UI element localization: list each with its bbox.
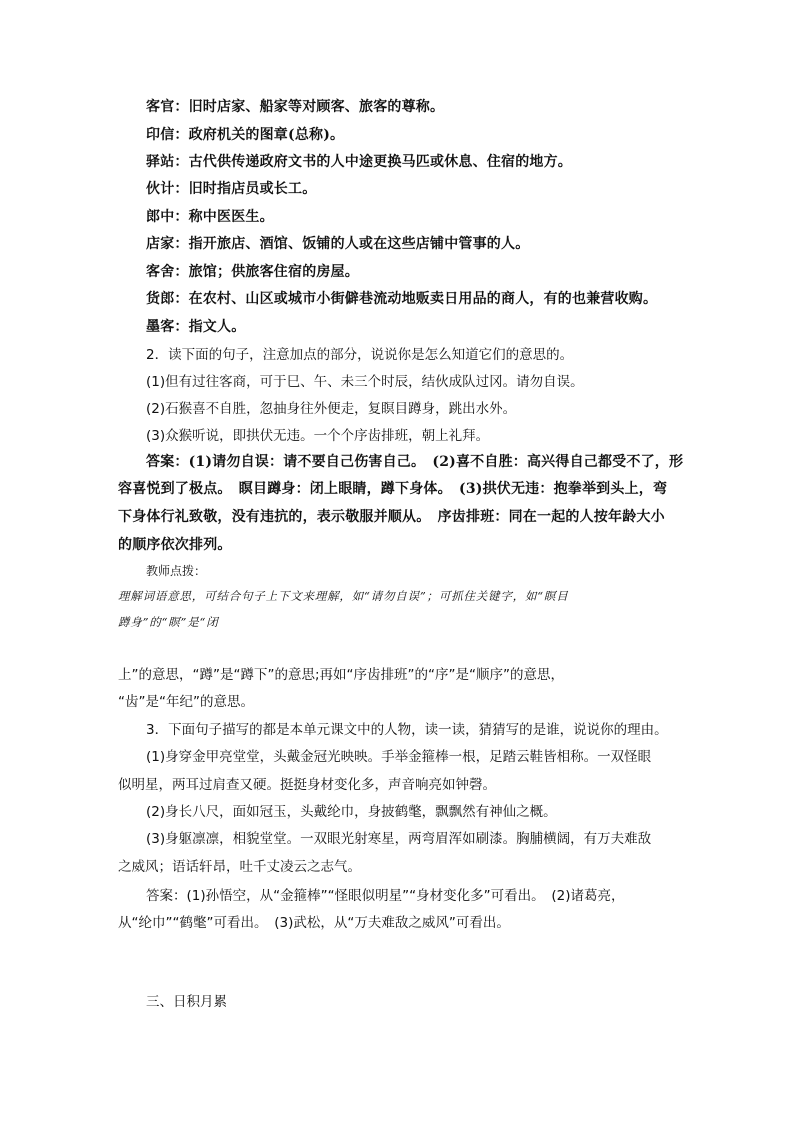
glossary-item: 客舍：旅馆；供旅客住宿的房屋。 — [146, 264, 359, 280]
teacher-tip-label: 教师点拨： — [146, 564, 207, 578]
glossary-item: 客官：旧时店家、船家等对顾客、旅客的尊称。 — [146, 99, 445, 115]
glossary-item: 伙计：旧时指店员或长工。 — [146, 181, 317, 197]
teacher-tip-line: 理解词语意思，可结合句子上下文来理解，如“请勿自误”；可抓住关键字，如“瞑目 — [118, 589, 569, 603]
teacher-tip-line: 蹲身”的“瞑”是“闭 — [118, 615, 219, 629]
glossary-item: 驿站：古代供传递政府文书的人中途更换马匹或休息、住宿的地方。 — [146, 154, 572, 170]
question-3-title: 3．下面句子描写的都是本单元课文中的人物，读一读，猜猜写的是谁，说说你的理由。 — [146, 722, 668, 738]
question-3-line: (3)身躯凛凛，相貌堂堂。一双眼光射寒星，两弯眉浑如刷漆。胸脯横阔，有万夫难敌 — [146, 831, 652, 847]
question-3-answer-line: 答案：(1)孙悟空，从“金箍棒”“怪眼似明星”“身材变化多”可看出。 (2)诸葛亮， — [146, 888, 625, 904]
question-2-sentence: (3)众猴听说，即拱伏无违。一个个序齿排班，朝上礼拜。 — [146, 428, 490, 444]
question-2-title: 2．读下面的句子，注意加点的部分，说说你是怎么知道它们的意思的。 — [146, 347, 574, 363]
glossary-item: 店家：指开旅店、酒馆、饭铺的人或在这些店铺中管事的人。 — [146, 236, 530, 252]
question-2-sentence: (2)石猴喜不自胜，忽抽身往外便走，复瞑目蹲身，跳出水外。 — [146, 401, 517, 417]
glossary-item: 郎中：称中医医生。 — [146, 209, 274, 225]
section-heading: 三、日积月累 — [146, 994, 227, 1010]
question-2-answer-line: 答案：(1)请勿自误：请不要自己伤害自己。 (2)喜不自胜：高兴得自己都受不了，形 — [146, 454, 684, 470]
question-2-answer-line: 下身体行礼致敬，没有违抗的，表示敬服并顺从。 序齿排班：同在一起的人按年龄大小 — [118, 509, 665, 525]
question-3-line: 似明星，两耳过肩查又硬。挺挺身材变化多，声音响亮如钟磬。 — [118, 777, 496, 793]
glossary-item: 墨客：指文人。 — [146, 319, 246, 335]
question-3-line: 之威风；语话轩昂，吐千丈凌云之志气。 — [118, 859, 361, 875]
question-2-sentence: (1)但有过往客商，可于巳、午、未三个时辰，结伙成队过冈。请勿自误。 — [146, 374, 584, 390]
glossary-item: 印信：政府机关的图章(总称)。 — [146, 127, 345, 143]
question-3-line: (2)身长八尺，面如冠玉，头戴纶巾，身披鹤氅，飘飘然有神仙之概。 — [146, 804, 557, 820]
question-3-line: (1)身穿金甲亮堂堂，头戴金冠光映映。手举金箍棒一根，足踏云鞋皆相称。一双怪眼 — [146, 749, 652, 765]
glossary-item: 货郎：在农村、山区或城市小街僻巷流动地贩卖日用品的商人，有的也兼营收购。 — [146, 291, 658, 307]
question-2-answer-line: 容喜悦到了极点。 瞑目蹲身：闭上眼睛，蹲下身体。 (3)拱伏无违：抱拳举到头上，弯 — [118, 481, 668, 497]
teacher-tip-continued: “齿”是“年纪”的意思。 — [118, 694, 254, 710]
question-2-answer-line: 的顺序依次排列。 — [118, 537, 232, 553]
question-3-answer-line: 从“纶巾”“鹤氅”可看出。 (3)武松，从“万夫难敌之威风”可看出。 — [118, 915, 510, 931]
teacher-tip-continued: 上”的意思，“蹲”是“蹲下”的意思;再如“序齿排班”的“序”是“顺序”的意思， — [118, 667, 564, 683]
